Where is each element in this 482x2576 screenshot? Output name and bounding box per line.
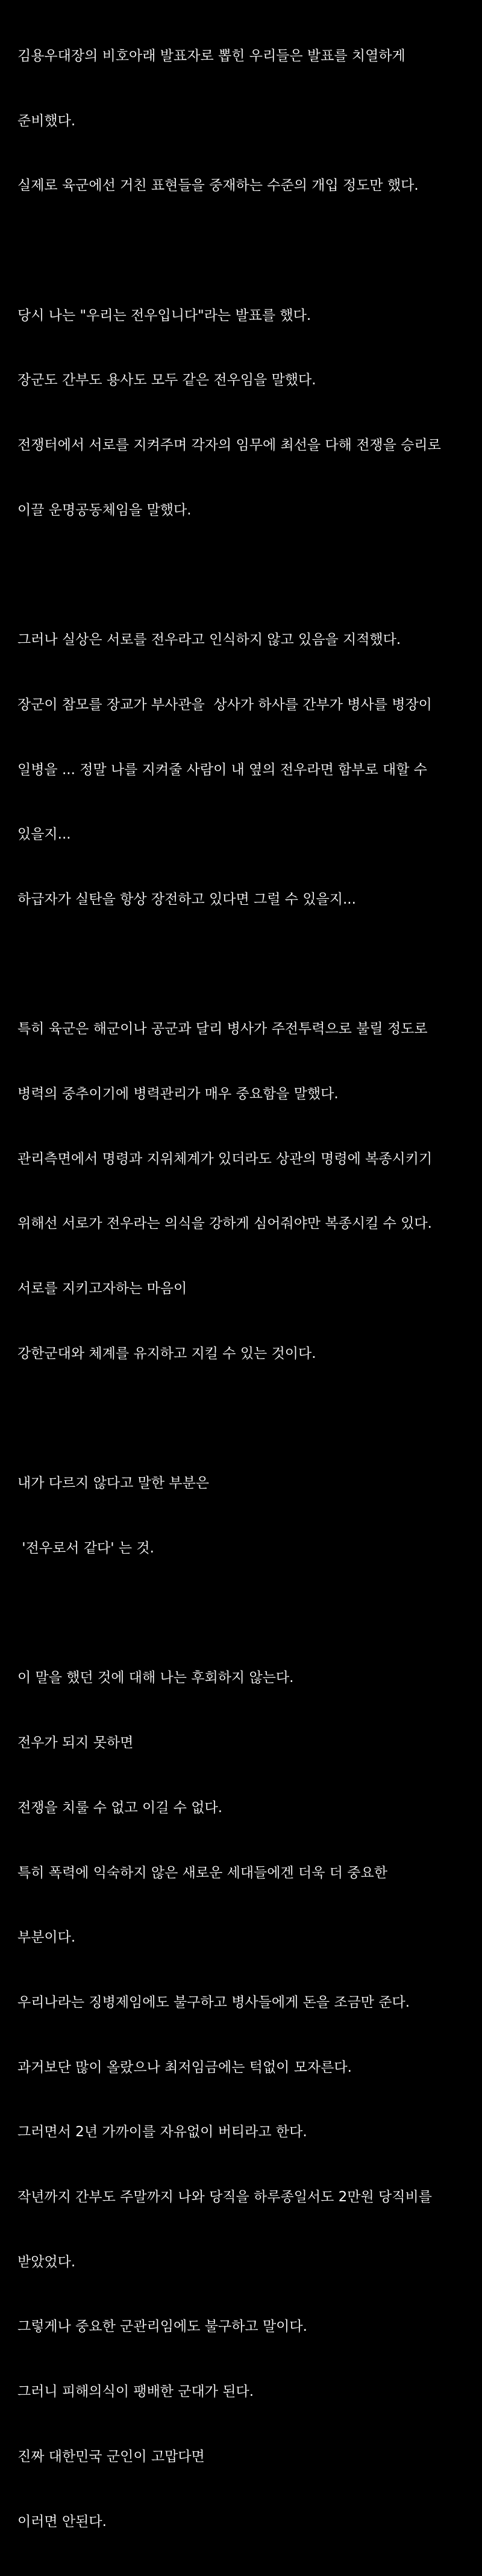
text-line: 서로를 지키고자하는 마음이 bbox=[17, 1281, 187, 1297]
text-line: 특히 육군은 해군이나 공군과 달리 병사가 주전투력으로 불릴 정도로 bbox=[17, 1021, 428, 1037]
text-line: 일병을 ... 정말 나를 지켜줄 사람이 내 옆의 전우라면 함부로 대할 수 bbox=[17, 761, 428, 778]
blank-line bbox=[17, 1603, 478, 1625]
text-line: 하급자가 실탄을 항상 장전하고 있다면 그럴 수 있을지... bbox=[17, 891, 356, 907]
text-line: 우리나라는 징병제임에도 불구하고 병사들에게 돈을 조금만 준다. bbox=[17, 1994, 410, 2010]
text-line: 이끌 운명공동체임을 말했다. bbox=[17, 502, 192, 518]
text-line: 관리측면에서 명령과 지위체계가 있더라도 상관의 명령에 복종시키기 bbox=[17, 1151, 433, 1167]
text-line: 있을지... bbox=[17, 827, 71, 843]
text-line: 진짜 대한민국 군인이 고맙다면 bbox=[17, 2448, 205, 2465]
text-line: 실제로 육군에선 거친 표현들을 중재하는 수준의 개입 정도만 했다. bbox=[17, 178, 419, 194]
text-line: 받았었다. bbox=[17, 2254, 76, 2270]
text-line: '전우로서 같다' 는 것. bbox=[17, 1540, 154, 1556]
text-line: 내가 다르지 않다고 말한 부분은 bbox=[17, 1475, 210, 1492]
text-line: 과거보단 많이 올랐으나 최저임금에는 턱없이 모자른다. bbox=[17, 2059, 352, 2075]
text-line: 부분이다. bbox=[17, 1930, 76, 1946]
text-line: 그러면서 2년 가까이를 자유없이 버티라고 한다. bbox=[17, 2124, 307, 2140]
blank-line bbox=[17, 954, 478, 976]
text-line: 장군도 간부도 용사도 모두 같은 전우임을 말했다. bbox=[17, 372, 316, 389]
text-line: 그러나 실상은 서로를 전우라고 인식하지 않고 있음을 지적했다. bbox=[17, 632, 401, 648]
text-line: 당시 나는 "우리는 전우입니다"라는 발표를 했다. bbox=[17, 307, 311, 324]
text-line: 준비했다. bbox=[17, 113, 76, 129]
text-line: 그렇게나 중요한 군관리임에도 불구하고 말이다. bbox=[17, 2319, 307, 2335]
blank-line bbox=[17, 564, 478, 586]
text-line: 위해선 서로가 전우라는 의식을 강하게 심어줘야만 복종시킬 수 있다. bbox=[17, 1216, 432, 1232]
text-line: 김용우대장의 비호아래 발표자로 뽑힌 우리들은 발표를 치열하게 bbox=[17, 48, 405, 64]
text-line: 전쟁을 치룰 수 없고 이길 수 없다. bbox=[17, 1799, 223, 1816]
text-line: 강한군대와 체계를 유지하고 지킬 수 있는 것이다. bbox=[17, 1345, 316, 1361]
text-line: 작년까지 간부도 주말까지 나와 당직을 하루종일서도 2만원 당직비를 bbox=[17, 2189, 432, 2206]
text-line: 전쟁터에서 서로를 지켜주며 각자의 임무에 최선을 다해 전쟁을 승리로 bbox=[17, 437, 441, 454]
text-line: 병력의 중추이기에 병력관리가 매우 중요함을 말했다. bbox=[17, 1086, 339, 1102]
text-line: 그러니 피해의식이 팽배한 군대가 된다. bbox=[17, 2384, 254, 2400]
text-line: 전우가 되지 못하면 bbox=[17, 1735, 134, 1751]
blank-line bbox=[17, 1408, 478, 1430]
blank-line bbox=[17, 240, 478, 262]
text-line: 이러면 안된다. bbox=[17, 2513, 107, 2530]
text-line: 장군이 참모를 장교가 부사관을 상사가 하사를 간부가 병사를 병장이 bbox=[17, 696, 432, 713]
document-text bbox=[17, 2, 478, 2576]
text-line: 이 말을 했던 것에 대해 나는 후회하지 않는다. bbox=[17, 1670, 294, 1686]
text-line: 특히 폭력에 익숙하지 않은 새로운 세대들에겐 더욱 더 중요한 bbox=[17, 1865, 387, 1881]
